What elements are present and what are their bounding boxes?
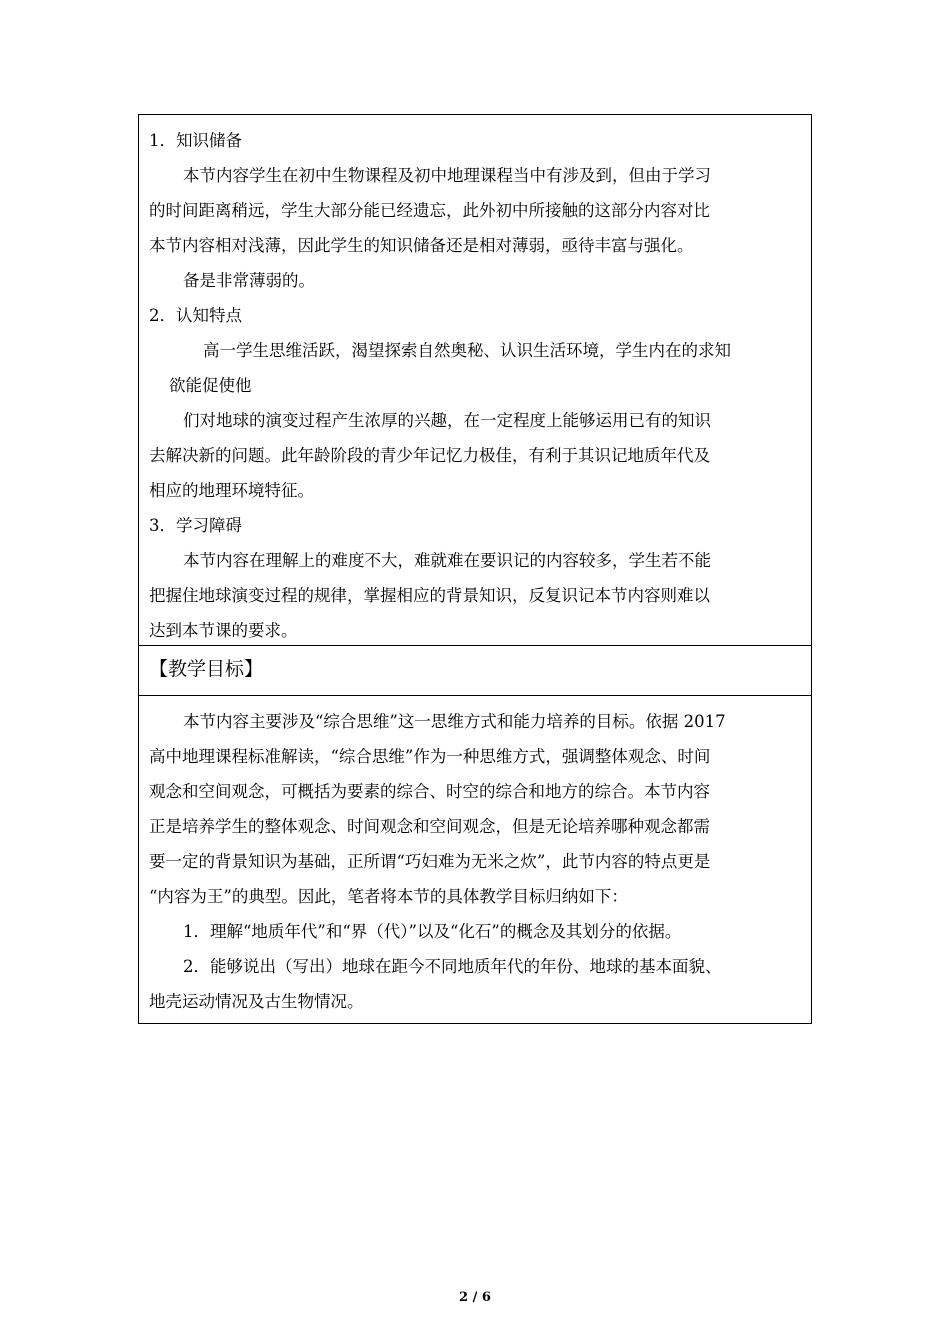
paragraph-line: 相应的地理环境特征。 [149, 481, 314, 500]
paragraph-line: 要一定的背景知识为基础，正所谓“巧妇难为无米之炊”，此节内容的特点更是 [149, 852, 711, 871]
section-title-cognition: 2．认知特点 [149, 306, 242, 325]
goal-item-1: 1．理解“地质年代”和“界（代）”以及“化石”的概念及其划分的依据。 [183, 922, 682, 941]
paragraph-line: 备是非常薄弱的。 [183, 271, 315, 290]
goals-header-cell [139, 645, 811, 695]
document-table [138, 114, 812, 1024]
paragraph-line: 达到本节课的要求。 [149, 621, 298, 640]
goals-heading: 【教学目标】 [149, 658, 264, 680]
section-title-knowledge: 1．知识储备 [149, 131, 242, 150]
paragraph-line: 地壳运动情况及古生物情况。 [149, 992, 364, 1011]
page-number: 2 / 6 [459, 1290, 491, 1305]
goal-item-2: 2．能够说出（写出）地球在距今不同地质年代的年份、地球的基本面貌、 [183, 957, 722, 976]
section-title-obstacles: 3．学习障碍 [149, 516, 242, 535]
paragraph-line: 的时间距离稍远，学生大部分能已经遗忘，此外初中所接触的这部分内容对比 [149, 201, 710, 220]
paragraph-line: “内容为王”的典型。因此，笔者将本节的具体教学目标归纳如下： [149, 887, 628, 906]
paragraph-line: 把握住地球演变过程的规律，掌握相应的背景知识，反复识记本节内容则难以 [149, 586, 710, 605]
paragraph-line: 高一学生思维活跃，渴望探索自然奥秘、认识生活环境，学生内在的求知 [203, 341, 731, 360]
learner-analysis-cell [139, 115, 811, 645]
paragraph-line: 欲能促使他 [169, 376, 252, 395]
goals-content-cell [139, 695, 811, 1023]
paragraph-line: 正是培养学生的整体观念、时间观念和空间观念，但是无论培养哪种观念都需 [149, 817, 710, 836]
paragraph-line: 去解决新的问题。此年龄阶段的青少年记忆力极佳，有利于其识记地质年代及 [149, 446, 710, 465]
paragraph-line: 本节内容主要涉及“综合思维”这一思维方式和能力培养的目标。依据 2017 [183, 712, 726, 731]
paragraph-line: 本节内容相对浅薄，因此学生的知识储备还是相对薄弱，亟待丰富与强化。 [149, 236, 694, 255]
paragraph-line: 本节内容在理解上的难度不大，难就难在要识记的内容较多，学生若不能 [183, 551, 711, 570]
paragraph-line: 们对地球的演变过程产生浓厚的兴趣，在一定程度上能够运用已有的知识 [183, 411, 711, 430]
paragraph-line: 高中地理课程标准解读，“综合思维”作为一种思维方式，强调整体观念、时间 [149, 747, 711, 766]
paragraph-line: 本节内容学生在初中生物课程及初中地理课程当中有涉及到，但由于学习 [183, 166, 711, 185]
paragraph-line: 观念和空间观念，可概括为要素的综合、时空的综合和地方的综合。本节内容 [149, 782, 710, 801]
